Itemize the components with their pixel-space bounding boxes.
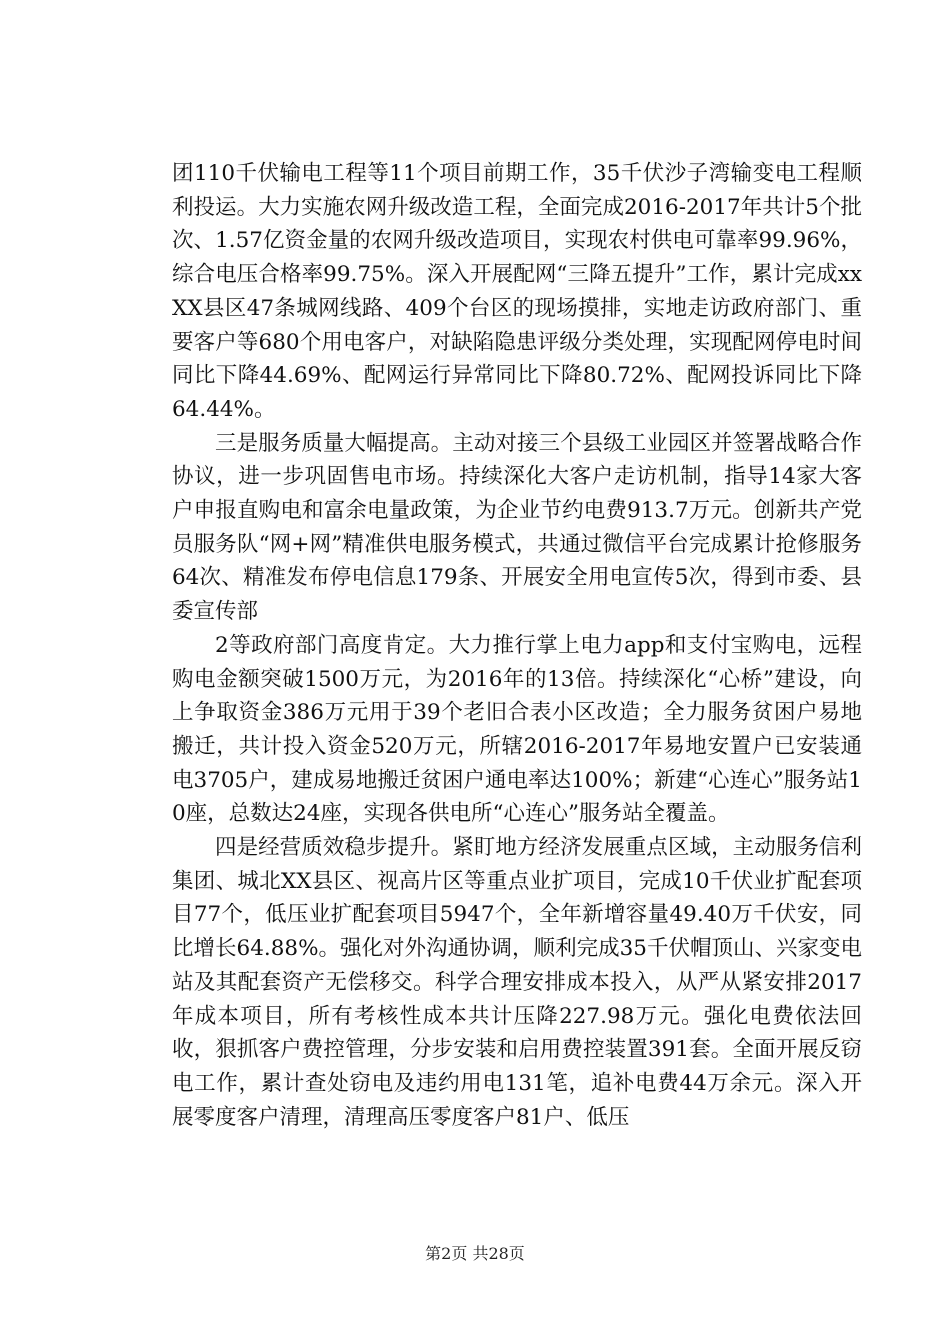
body-text [172,157,862,1134]
page-number-footer: 第2页 共28页 [425,1244,525,1263]
paragraph-continuation: 团110千伏输电工程等11个项目前期工作，35千伏沙子湾输变电工程顺利投运。大力实施农网升级改造工程，全面完成2016-2017年共计5个批次、1.57亿资金量的农网升级改造项目，实现农村供电可靠率99.96%，综合电压合格率99.75%。深入开展配网“三降五提升”工作，累计完成xxXX县区47条城网线路、409个台区的现场摸排，实地走访政府部门、重要客户等680个用电客户，对缺陷隐患评级分类处理，实现配网停电时间同比下降44.69%、配网运行异常同比下降80.72%、配网投诉同比下降64.44%。 [172,161,862,422]
paragraph-service-quality: 三是服务质量大幅提高。主动对接三个县级工业园区并签署战略合作协议，进一步巩固售电市场。持续深化大客户走访机制，指导14家大客户申报直购电和富余电量政策，为企业节约电费913.7万元。创新共产党员服务队“网+网”精准供电服务模式，共通过微信平台完成累计抢修服务64次、精准发布停电信息179条、开展安全用电宣传5次，得到市委、县委宣传部 [172,430,862,625]
paragraph-operations: 四是经营质效稳步提升。紧盯地方经济发展重点区域，主动服务信利集团、城北XX县区、视高片区等重点业扩项目，完成10千伏业扩配套项目77个，低压业扩配套项目5947个，全年新增容量49.40万千伏安，同比增长64.88%。强化对外沟通协调，顺利完成35千伏帽顶山、兴家变电站及其配套资产无偿移交。科学合理安排成本投入，从严从紧安排2017年成本项目，所有考核性成本共计压降227.98万元。强化电费依法回收，狠抓客户费控管理，分步安装和启用费控装置391套。全面开展反窃电工作，累计查处窃电及违约用电131笔，追补电费44万余元。深入开展零度客户清理，清理高压零度客户81户、低压 [172,835,862,1130]
paragraph-service-continued: 2等政府部门高度肯定。大力推行掌上电力app和支付宝购电，远程购电金额突破1500万元，为2016年的13倍。持续深化“心桥”建设，向上争取资金386万元用于39个老旧合表小区改造；全力服务贫困户易地搬迁，共计投入资金520万元，所辖2016-2017年易地安置户已安装通电3705户，建成易地搬迁贫困户通电率达100%；新建“心连心”服务站10座，总数达24座，实现各供电所“心连心”服务站全覆盖。 [172,632,862,827]
